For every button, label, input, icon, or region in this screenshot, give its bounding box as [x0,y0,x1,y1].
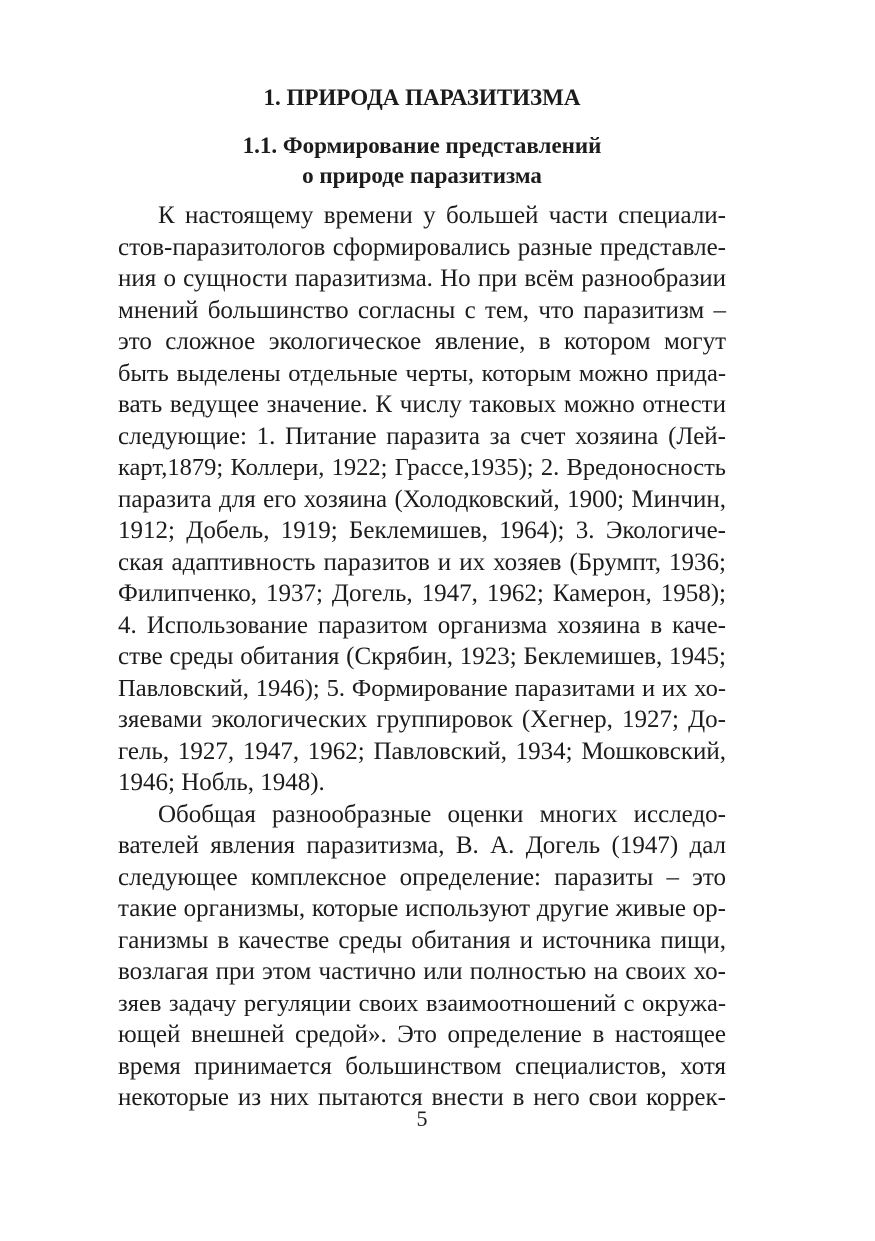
text-line: 1912; Добель, 1919; Беклемишев, 1964); 3. Экологиче- [118,517,726,544]
text-line: стве среды обитания (Скрябин, 1923; Беклемишев, 1945; [118,643,726,670]
section-title-line-1: 1.1. Формирование представлений [242,133,602,158]
text-line: ская адаптивность паразитов и их хозяев (Брумпт, 1936; [118,548,726,576]
section-title [118,131,726,191]
text-line: возлагая при этом частично или полностью на своих хо- [118,958,726,985]
text-line: это сложное экологическое явление, в котором могут [118,328,726,355]
text-line: Павловский, 1946); 5. Формирование паразитами и их хо- [118,674,726,702]
text-line: гель, 1927, 1947, 1962; Павловский, 1934; Мошковский, [118,737,726,765]
book-page [118,0,726,1241]
text-line: такие организмы, которые используют другие живые ор- [118,895,726,922]
text-line: следующие: 1. Питание паразита за счет хозяина (Лей- [118,422,726,450]
text-line: К настоящему времени у большей части специали- [158,202,726,229]
text-line: ющей внешней средой». Это определение в настоящее [118,1021,726,1048]
text-line: ганизмы в качестве среды обитания и источника пищи, [118,926,726,954]
text-line: стов-паразитологов сформировались разные представле- [118,233,726,261]
text-line: 1946; Нобль, 1948). [118,769,325,796]
text-line: зяев задачу регуляции своих взаимоотношений с окружа- [118,989,726,1017]
section-title-line-2: о природе паразитизма [302,163,542,188]
text-line: быть выделены отдельные черты, которым можно прида- [118,359,726,387]
body-text [118,200,726,1114]
text-line: вателей явления паразитизма, В. А. Догель (1947) дал [118,832,726,859]
page-number: 5 [416,1106,428,1131]
text-line: некоторые из них пытаются внести в него свои коррек- [118,1084,726,1111]
text-line: следующее комплексное определение: паразиты – это [118,863,726,891]
text-line: карт,1879; Коллери, 1922; Грассе,1935); 2. Вредоносность [118,454,726,481]
text-line: 4. Использование паразитом организма хозяина в каче- [118,611,726,639]
text-line: зяевами экологических группировок (Хегнер, 1927; До- [118,706,726,733]
text-line: вать ведущее значение. К числу таковых можно отнести [118,391,726,418]
text-line: время принимается большинством специалистов, хотя [118,1052,726,1080]
paragraph [118,799,726,1114]
paragraph [118,200,726,799]
text-line: мнений большинство согласны с тем, что паразитизм – [118,296,726,324]
chapter-title: 1. ПРИРОДА ПАРАЗИТИЗМА [263,85,581,110]
text-line: Обобщая разнообразные оценки многих исследо- [158,800,726,828]
text-line: ния о сущности паразитизма. Но при всём разнообразии [118,265,726,292]
text-line: паразита для его хозяина (Холодковский, 1900; Минчин, [118,485,726,513]
text-line: Филипченко, 1937; Догель, 1947, 1962; Камерон, 1958); [118,580,726,607]
